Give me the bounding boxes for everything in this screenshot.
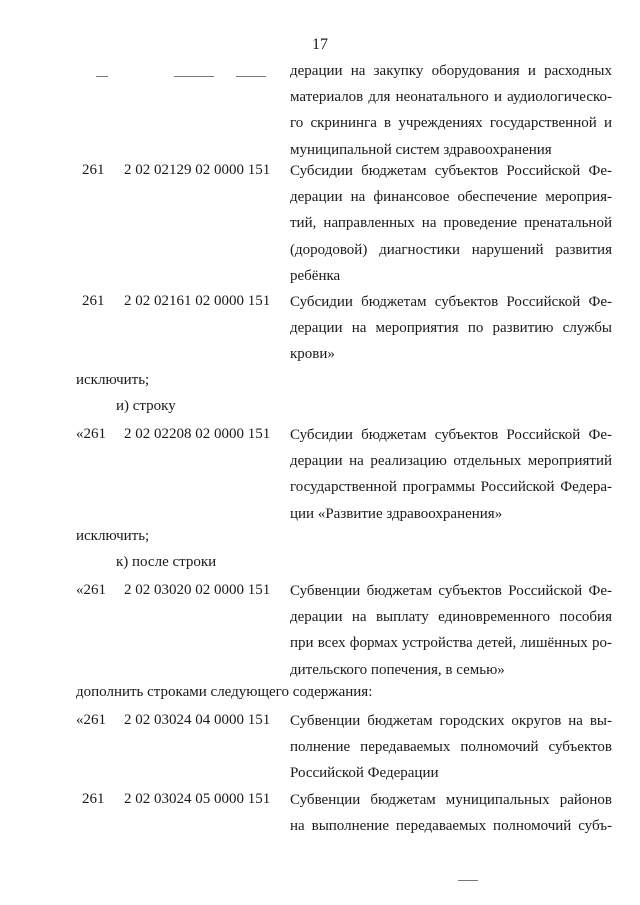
budget-code: 2 02 02208 02 0000 151: [124, 426, 271, 442]
description-line: Субвенции бюджетам субъектов Российской Фе-: [290, 583, 612, 599]
budget-code: 2 02 02129 02 0000 151: [124, 162, 271, 178]
description-line: го скрининга в учреждениях государственной и: [290, 115, 612, 132]
admin-code: 261: [82, 162, 105, 178]
admin-code: 261: [82, 791, 105, 807]
row-description: [290, 787, 612, 839]
admin-code: 261: [82, 293, 105, 309]
row-description: [290, 422, 612, 527]
description-line: государственной программы Российской Федера-: [290, 479, 612, 496]
description-line: дительского попечения, в семью»: [290, 661, 505, 678]
description-line: Субвенции бюджетам муниципальных районов: [290, 792, 612, 808]
budget-code: 2 02 03020 02 0000 151: [124, 582, 271, 598]
admin-code: «261: [76, 582, 106, 598]
row-description: [290, 158, 612, 289]
description-line: на выполнение передаваемых полномочий субъ-: [290, 818, 612, 835]
admin-code: «261: [76, 712, 106, 728]
description-line: Субвенции бюджетам городских округов на вы-: [290, 713, 612, 729]
budget-code: 2 02 03024 04 0000 151: [124, 712, 271, 728]
item-k-label: к) после строки: [116, 554, 217, 570]
scan-mark: [96, 76, 108, 77]
description-line: материалов для неонатального и аудиологическо-: [290, 89, 612, 106]
description-line: крови»: [290, 346, 335, 363]
description-line: Субсидии бюджетам субъектов Российской Фе-: [290, 163, 612, 179]
budget-code: 2 02 03024 05 0000 151: [124, 791, 271, 807]
description-line: дерации на финансовое обеспечение мероприя-: [290, 189, 612, 206]
row-description: [290, 289, 612, 368]
description-line: муниципальной систем здравоохранения: [290, 141, 552, 158]
description-line: дерации на закупку оборудования и расходных: [290, 63, 612, 79]
description-line: дерации на мероприятия по развитию службы: [290, 320, 612, 337]
instruction-exclude: исключить;: [76, 372, 150, 388]
description-line: дерации на реализацию отдельных мероприятий: [290, 453, 612, 470]
description-line: Российской Федерации: [290, 765, 439, 782]
row-description: [290, 578, 612, 683]
description-line: тий, направленных на проведение пренатальной: [290, 215, 612, 232]
admin-code: «261: [76, 426, 106, 442]
budget-code: 2 02 02161 02 0000 151: [124, 293, 271, 309]
instruction-add-rows: дополнить строками следующего содержания:: [76, 684, 373, 700]
description-line: ребёнка: [290, 267, 341, 284]
scan-mark: [458, 880, 478, 881]
scan-mark: [236, 76, 266, 77]
description-line: Субсидии бюджетам субъектов Российской Фе-: [290, 294, 612, 310]
description-line: Субсидии бюджетам субъектов Российской Фе-: [290, 427, 612, 443]
intro-description: [290, 58, 612, 163]
instruction-exclude: исключить;: [76, 528, 150, 544]
item-i-label: и) строку: [116, 398, 176, 414]
row-description: [290, 708, 612, 787]
description-line: полнение передаваемых полномочий субъектов: [290, 739, 612, 756]
page-number: 17: [312, 36, 328, 53]
scan-mark: [174, 76, 214, 77]
description-line: ции «Развитие здравоохранения»: [290, 505, 503, 522]
description-line: дерации на выплату единовременного пособия: [290, 609, 612, 626]
description-line: (дородовой) диагностики нарушений развития: [290, 241, 612, 258]
description-line: при всех формах устройства детей, лишённых ро-: [290, 635, 612, 652]
